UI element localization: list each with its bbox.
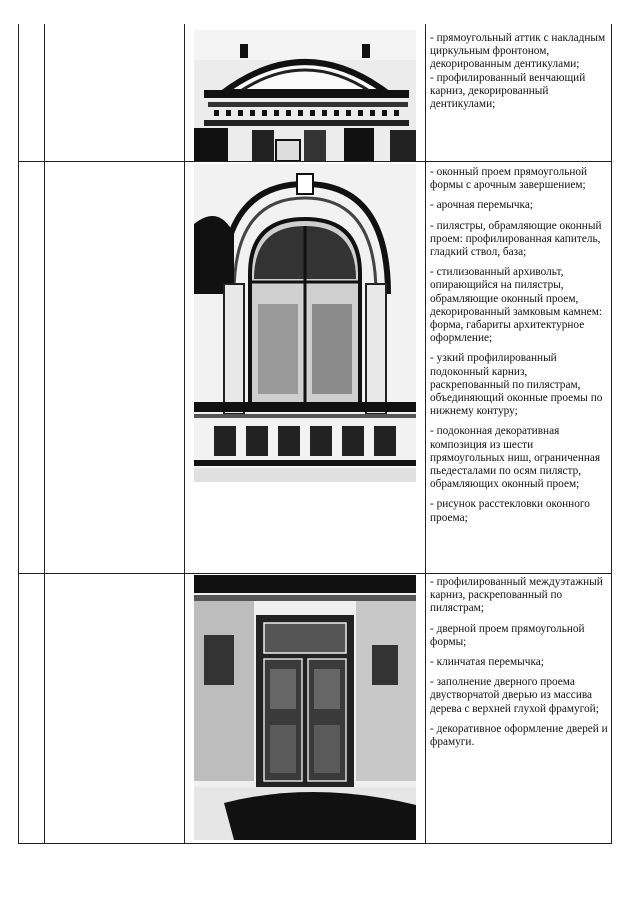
row-divider-1: [18, 161, 611, 162]
list-item: - клинчатая перемычка;: [430, 656, 544, 669]
list-item: - прямоугольный аттик с накладным циркульным фронтоном, декорированным дентикулами;: [430, 32, 606, 71]
list-item: - подоконная декоративная композиция из шести прямоугольных ниш, ограниченная пьедесталами по осям пилястр, обрамляющих оконный проем;: [430, 425, 601, 491]
row-1-description: [430, 32, 608, 111]
table-border-col2: [184, 24, 185, 844]
arched-window-photo: [194, 164, 416, 482]
table-border-right: [611, 24, 612, 844]
list-item: - рисунок расстекловки оконного проема;: [430, 498, 590, 524]
list-item: - профилированный междуэтажный карниз, раскрепованный по пилястрам;: [430, 576, 603, 615]
list-item: - заполнение дверного проема двустворчатой дверью из массива дерева с верхней глухой фрамугой;: [430, 676, 599, 715]
list-item: - узкий профилированный подоконный карниз, раскрепованный по пилястрам, объединяющий оконные проемы по нижнему контуру;: [430, 352, 603, 418]
row-3-description: [430, 576, 608, 756]
list-item: - арочная перемычка;: [430, 199, 533, 212]
row-divider-2: [18, 573, 611, 574]
table-border-left: [18, 24, 19, 844]
table-border-bottom: [18, 843, 611, 844]
row-2-description: [430, 166, 608, 532]
list-item: - пилястры, обрамляющие оконный проем: профилированная капитель, гладкий ствол, база;: [430, 219, 602, 259]
table-border-col3: [425, 24, 426, 844]
table-border-col1: [44, 24, 45, 844]
list-item: - стилизованный архивольт, опирающийся на пилястры, обрамляющие оконный проем, декорированный замковым камнем: форма, габариты архитектурное оформление;: [430, 266, 602, 345]
list-item: - дверной проем прямоугольной формы;: [430, 622, 585, 648]
list-item: - профилированный венчающий карниз, декорированный дентикулами;: [430, 71, 586, 111]
building-attic-photo: [194, 30, 416, 161]
double-door-photo: [194, 575, 416, 840]
list-item: - декоративное оформление дверей и фрамуги.: [430, 722, 608, 749]
list-item: - оконный проем прямоугольной формы с арочным завершением;: [430, 166, 588, 192]
